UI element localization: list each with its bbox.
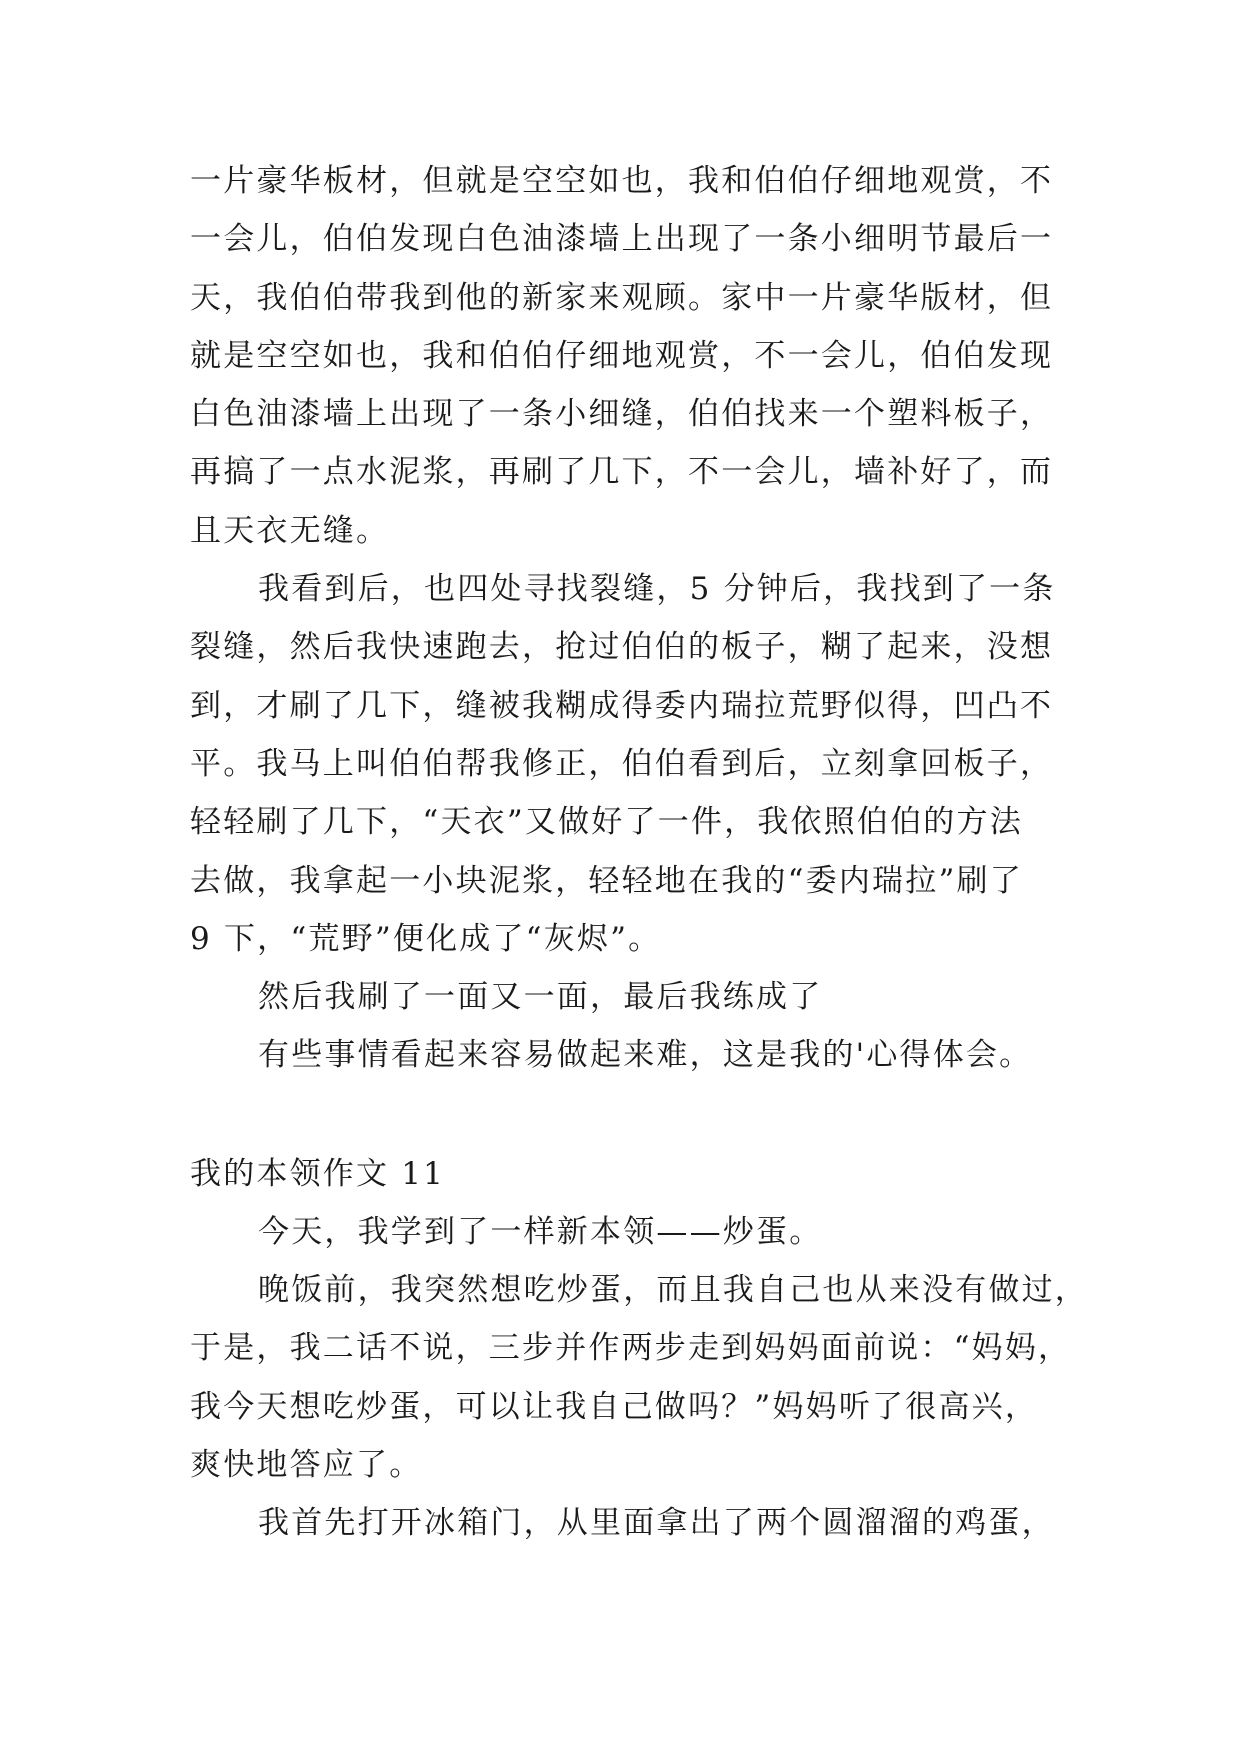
text-line: 于是，我二话不说，三步并作两步走到妈妈面前说：“妈妈， [190, 1330, 1072, 1367]
text-line: 爽快地答应了。 [190, 1446, 423, 1483]
text-line: 我今天想吃炒蛋，可以让我自己做吗？”妈妈听了很高兴， [190, 1388, 1039, 1425]
text-line: 一片豪华板材，但就是空空如也，我和伯伯仔细地观赏，不 [190, 163, 1054, 199]
text-line: 白色油漆墙上出现了一条小细缝，伯伯找来一个塑料板子， [190, 396, 1054, 433]
text-line: 就是空空如也，我和伯伯仔细地观赏，不一会儿，伯伯发现 [190, 337, 1054, 374]
text-line: 我看到后，也四处寻找裂缝，5 分钟后，我找到了一条 [258, 571, 1056, 608]
paragraph-5: 今天，我学到了一样新本领——炒蛋。 [258, 1213, 823, 1250]
text-line: 晚饭前，我突然想吃炒蛋，而且我自己也从来没有做过， [258, 1272, 1088, 1309]
paragraph-2 [190, 560, 1070, 968]
paragraph-1 [190, 152, 1070, 560]
text-line: 平。我马上叫伯伯帮我修正，伯伯看到后，立刻拿回板子， [190, 745, 1054, 782]
paragraph-6 [190, 1261, 1088, 1494]
paragraph-3: 然后我刷了一面又一面，最后我练成了 [258, 979, 823, 1016]
text-line: 轻轻刷了几下，“天衣”又做好了一件，我依照伯伯的方法 [190, 804, 1023, 841]
document-body [190, 152, 1088, 1553]
text-line: 9 下，“荒野”便化成了“灰烬”。 [190, 920, 662, 957]
text-line: 去做，我拿起一小块泥浆，轻轻地在我的“委内瑞拉”刷了 [190, 862, 1023, 899]
paragraph-7: 我首先打开冰箱门，从里面拿出了两个圆溜溜的鸡蛋， [258, 1505, 1055, 1542]
text-line: 且天衣无缝。 [190, 512, 390, 549]
section-title: 我的本领作文 11 [190, 1155, 446, 1192]
text-line: 再搞了一点水泥浆，再刷了几下，不一会儿，墙补好了，而 [190, 454, 1054, 491]
section-spacer [190, 1085, 1070, 1145]
text-line: 一会儿，伯伯发现白色油漆墙上出现了一条小细明节最后一 [190, 221, 1054, 258]
text-line: 裂缝，然后我快速跑去，抢过伯伯的板子，糊了起来，没想 [190, 629, 1054, 666]
text-line: 天，我伯伯带我到他的新家来观顾。家中一片豪华版材，但 [190, 279, 1054, 316]
paragraph-4: 有些事情看起来容易做起来难，这是我的'心得体会。 [258, 1037, 1033, 1074]
text-line: 到，才刷了几下，缝被我糊成得委内瑞拉荒野似得，凹凸不 [190, 687, 1054, 724]
